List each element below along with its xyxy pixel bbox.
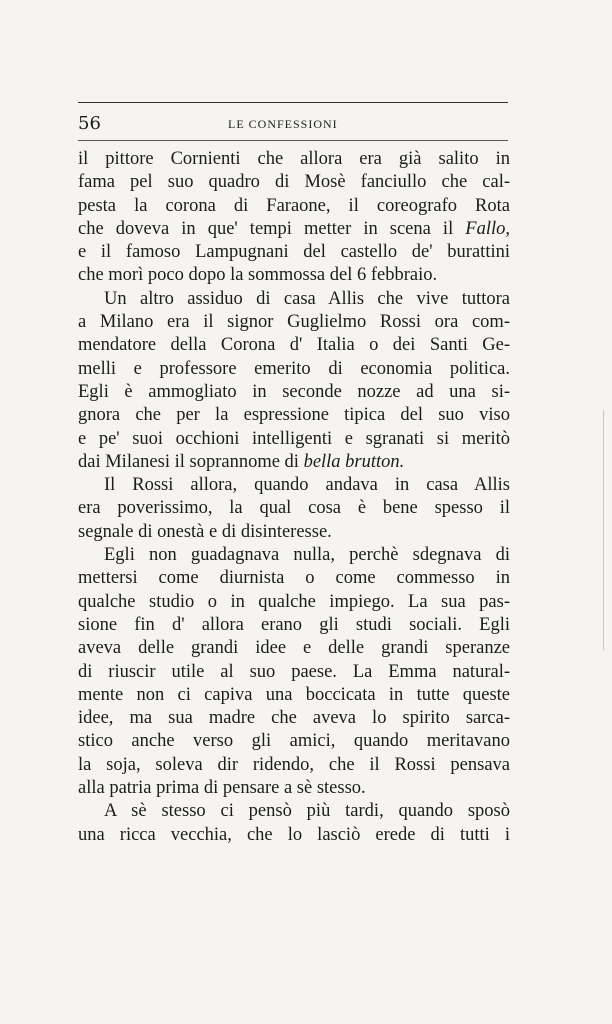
paragraph	[78, 148, 510, 288]
text-line: idee, ma sua madre che aveva lo spirito sarca-	[78, 708, 510, 729]
running-header	[78, 112, 508, 138]
text-line: A sè stesso ci pensò più tardi, quando sposò	[104, 801, 510, 822]
text-line: mendatore della Corona d' Italia o dei Santi Ge-	[78, 335, 510, 356]
paragraph	[78, 800, 510, 847]
header-bottom-rule	[78, 140, 508, 141]
text-line: che morì poco dopo la sommossa del 6 febbraio.	[78, 265, 438, 286]
body-text	[78, 148, 510, 847]
text-line: qualche studio o in qualche impiego. La sua pas-	[78, 591, 510, 612]
text-line: Il Rossi allora, quando andava in casa Allis	[104, 475, 510, 496]
text-line: fama pel suo quadro di Mosè fanciullo che cal-	[78, 172, 510, 193]
text-line: melli e professore emerito di economia politica.	[78, 358, 510, 379]
text-line: aveva delle grandi idee e delle grandi speranze	[78, 638, 510, 659]
header-top-rule	[78, 102, 508, 103]
text-line: la soja, soleva dir ridendo, che il Rossi pensava	[78, 754, 510, 775]
text-line: Egli è ammogliato in seconde nozze ad una si-	[78, 381, 510, 402]
paragraph	[78, 288, 510, 474]
text-line: segnale di onestà e di disinteresse.	[78, 521, 332, 542]
text-line: e il famoso Lampugnani del castello de' burattini	[78, 242, 510, 263]
text-line: era poverissimo, la qual cosa è bene spesso il	[78, 498, 510, 519]
text-line: mettersi come diurnista o come commesso in	[78, 568, 510, 589]
text-line: sione fin d' allora erano gli studi sociali. Egli	[78, 614, 510, 635]
text-line: pesta la corona di Faraone, il coreografo Rota	[78, 195, 510, 216]
text-line: alla patria prima di pensare a sè stesso.	[78, 778, 366, 799]
text-line: gnora che per la espressione tipica del suo viso	[78, 405, 510, 426]
text-line: a Milano era il signor Guglielmo Rossi ora com-	[78, 312, 510, 333]
paragraph	[78, 474, 510, 544]
text-line: di riuscir utile al suo paese. La Emma natural-	[78, 661, 510, 682]
text-line: mente non ci capiva una boccicata in tutte queste	[78, 684, 510, 705]
text-line: dai Milanesi il soprannome di bella brutton.	[78, 451, 405, 472]
page-number: 56	[78, 113, 101, 134]
text-line: Un altro assiduo di casa Allis che vive tuttora	[104, 288, 510, 309]
text-line: il pittore Cornienti che allora era già salito in	[78, 149, 510, 169]
page-edge-shadow	[603, 410, 610, 650]
text-line: che doveva in que' tempi metter in scena il Fallo,	[78, 218, 510, 239]
paragraph	[78, 544, 510, 800]
text-line: Egli non guadagnava nulla, perchè sdegnava di	[104, 545, 510, 566]
running-title: LE CONFESSIONI	[228, 117, 338, 131]
text-line: una ricca vecchia, che lo lasciò erede di tutti i	[78, 824, 510, 845]
text-line: e pe' suoi occhioni intelligenti e sgranati si meritò	[78, 428, 510, 449]
text-line: stico anche verso gli amici, quando meritavano	[78, 731, 510, 752]
